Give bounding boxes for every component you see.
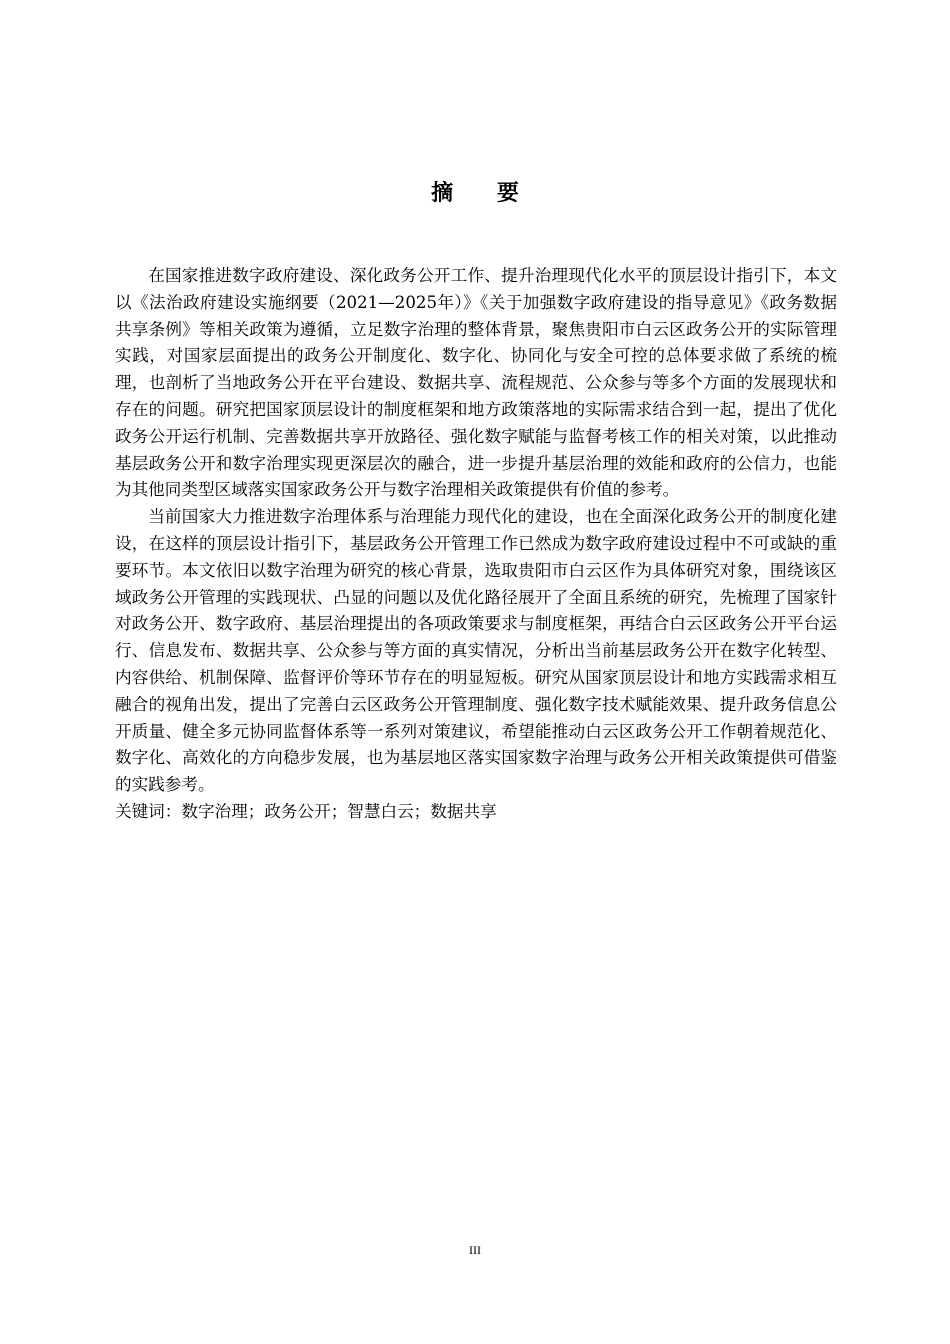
abstract-paragraph-2: 当前国家大力推进数字治理体系与治理能力现代化的建设，也在全面深化政务公开的制度化建设，在这样的顶层设计指引下，基层政务公开管理工作已然成为数字政府建设过程中不可或缺的重要环节。本文依旧以数字治理为研究的核心背景，选取贵阳市白云区作为具体研究对象，围绕该区域政务公开管理的实践现状、凸显的问题以及优化路径展开了全面且系统的研究，先梳理了国家针对政务公开、数字政府、基层治理提出的各项政策要求与制度框架，再结合白云区政务公开平台运行、信息发布、数据共享、公众参与等方面的真实情况，分析出当前基层政务公开在数字化转型、内容供给、机制保障、监督评价等环节存在的明显短板。研究从国家顶层设计和地方实践需求相互融合的视角出发，提出了完善白云区政务公开管理制度、强化数字技术赋能效果、提升政务信息公开质量、健全多元协同监督体系等一系列对策建议，希望能推动白云区政务公开工作朝着规范化、数字化、高效化的方向稳步发展，也为基层地区落实国家数字治理与政务公开相关政策提供可借鉴的实践参考。 — [115, 507, 837, 795]
abstract-title: 摘 要 — [431, 181, 537, 206]
page-number: III — [469, 1243, 481, 1257]
keywords-line: 关键词：数字治理；政务公开；智慧白云；数据共享 — [115, 801, 497, 821]
abstract-paragraph-1: 在国家推进数字政府建设、深化政务公开工作、提升治理现代化水平的顶层设计指引下，本文以《法治政府建设实施纲要（2021—2025年）》《关于加强数字政府建设的指导意见》《政务数据共享条例》等相关政策为遵循，立足数字治理的整体背景，聚焦贵阳市白云区政务公开的实际管理实践，对国家层面提出的政务公开制度化、数字化、协同化与安全可控的总体要求做了系统的梳理，也剖析了当地政务公开在平台建设、数据共享、流程规范、公众参与等多个方面的发展现状和存在的问题。研究把国家顶层设计的制度框架和地方政策落地的实际需求结合到一起，提出了优化政务公开运行机制、完善数据共享开放路径、强化数字赋能与监督考核工作的相关对策，以此推动基层政务公开和数字治理实现更深层次的融合，进一步提升基层治理的效能和政府的公信力，也能为其他同类型区域落实国家政务公开与数字治理相关政策提供有价值的参考。 — [115, 266, 837, 500]
abstract-body — [115, 263, 837, 826]
